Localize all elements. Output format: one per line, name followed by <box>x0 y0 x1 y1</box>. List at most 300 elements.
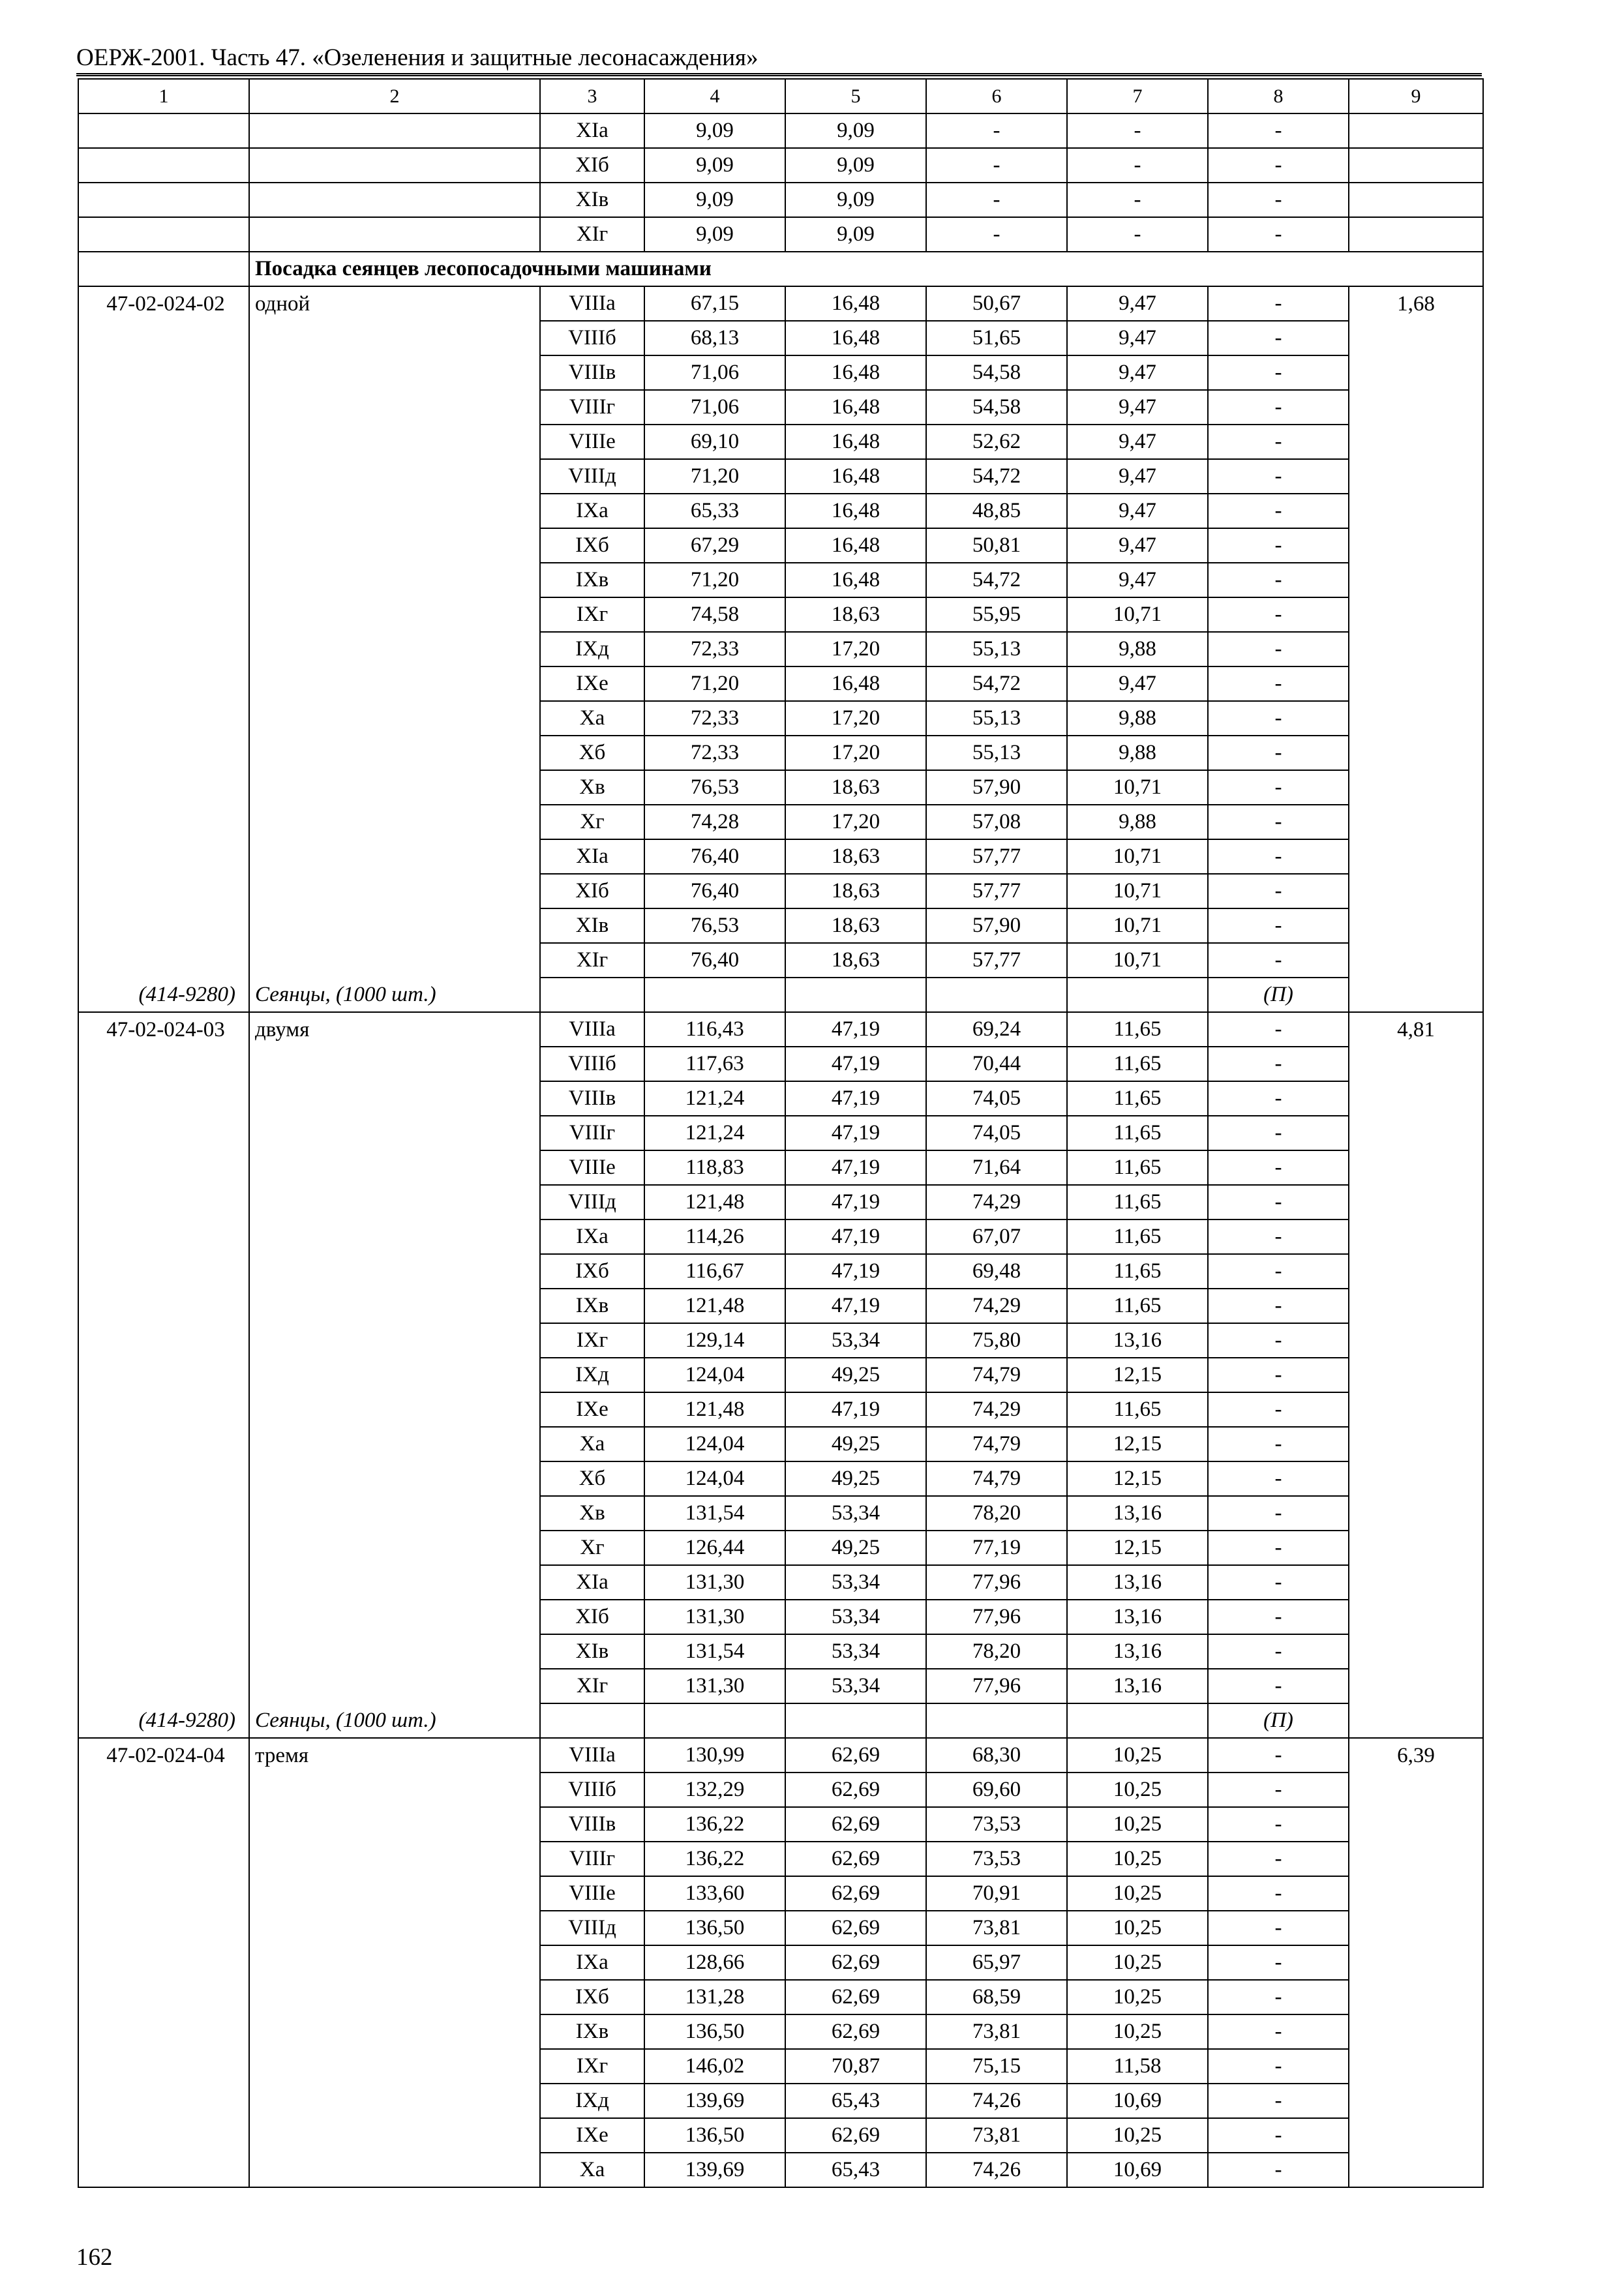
cell-machines: 70,91 <box>926 1876 1067 1911</box>
resource-code: (414-9280) <box>78 1703 249 1738</box>
cell-code <box>78 1116 249 1150</box>
cell-machines: 75,15 <box>926 2049 1067 2084</box>
cell-total: 76,40 <box>644 839 785 874</box>
cell-total: 9,09 <box>644 148 785 183</box>
cell-materials: - <box>1208 425 1349 459</box>
cell-class: VIIIе <box>540 1876 644 1911</box>
cell-wages-machinists: 9,47 <box>1067 494 1208 528</box>
cell-materials: - <box>1208 874 1349 908</box>
cell-class: XIб <box>540 148 644 183</box>
cell-materials: - <box>1208 597 1349 632</box>
cell-wages: 47,19 <box>785 1185 926 1219</box>
cell-materials: - <box>1208 2049 1349 2084</box>
cell-col9 <box>1349 1669 1483 1703</box>
cell-class: IXа <box>540 1945 644 1980</box>
cell-materials: - <box>1208 1392 1349 1427</box>
cell-name <box>249 563 540 597</box>
column-number-7: 7 <box>1067 79 1208 113</box>
table-row <box>78 1980 1483 2014</box>
cell-total: 67,29 <box>644 528 785 563</box>
cell-code <box>78 113 249 148</box>
cell-materials: - <box>1208 1496 1349 1531</box>
rate-code: 47-02-024-02 <box>78 286 249 321</box>
cell-materials: - <box>1208 1669 1349 1703</box>
cell-wages-machinists: - <box>1067 217 1208 252</box>
table-row <box>78 528 1483 563</box>
cell-name <box>249 1565 540 1600</box>
cell-code <box>78 528 249 563</box>
cell-name <box>249 390 540 425</box>
cell-class: VIIIг <box>540 1842 644 1876</box>
cell-col9 <box>1349 1600 1483 1634</box>
cell-wages: 53,34 <box>785 1600 926 1634</box>
cell-wages: 9,09 <box>785 148 926 183</box>
cell-wages: 53,34 <box>785 1669 926 1703</box>
cell-total: 136,50 <box>644 1911 785 1945</box>
cell-wages-machinists: 9,47 <box>1067 390 1208 425</box>
cell-wages: 47,19 <box>785 1219 926 1254</box>
cell-wages-machinists: 9,47 <box>1067 563 1208 597</box>
resource-mark: (П) <box>1208 1703 1349 1738</box>
cell-col9 <box>1349 390 1483 425</box>
cell-machines: 78,20 <box>926 1634 1067 1669</box>
cell-name <box>249 805 540 839</box>
cell-code <box>78 2118 249 2153</box>
cell-total: 124,04 <box>644 1427 785 1461</box>
resource-name: Сеянцы, (1000 шт.) <box>249 1703 540 1738</box>
cell-machines: 77,96 <box>926 1669 1067 1703</box>
cell-col9 <box>1349 355 1483 390</box>
cell-materials: - <box>1208 1807 1349 1842</box>
cell-wages-machinists: 10,25 <box>1067 2014 1208 2049</box>
cell-name <box>249 1773 540 1807</box>
cell-wages: 16,48 <box>785 666 926 701</box>
cell-wages-machinists: 11,65 <box>1067 1219 1208 1254</box>
cell-total: 136,22 <box>644 1807 785 1842</box>
cell-code <box>78 252 249 286</box>
cell-code <box>78 1531 249 1565</box>
cell-wages: 62,69 <box>785 1945 926 1980</box>
cell-materials: - <box>1208 1323 1349 1358</box>
cell-class: IXв <box>540 2014 644 2049</box>
cell-wages: 62,69 <box>785 1876 926 1911</box>
cell-machines: 69,60 <box>926 1773 1067 1807</box>
cell-col9 <box>1349 839 1483 874</box>
cell-wages: 49,25 <box>785 1461 926 1496</box>
cell-class: VIIIб <box>540 1773 644 1807</box>
table-row <box>78 2049 1483 2084</box>
cell-wages: 53,34 <box>785 1565 926 1600</box>
cell-class: Xв <box>540 1496 644 1531</box>
rate-name: одной <box>249 286 540 321</box>
cell-empty <box>785 978 926 1012</box>
cell-name <box>249 1081 540 1116</box>
cell-machines: 57,90 <box>926 908 1067 943</box>
cell-total: 139,69 <box>644 2084 785 2118</box>
cell-class: XIг <box>540 943 644 978</box>
cell-wages: 53,34 <box>785 1323 926 1358</box>
cell-col9 <box>1349 1289 1483 1323</box>
cell-wages-machinists: 11,65 <box>1067 1150 1208 1185</box>
cell-materials: - <box>1208 286 1349 321</box>
cell-code <box>78 183 249 217</box>
cell-machines: 71,64 <box>926 1150 1067 1185</box>
cell-machines: 70,44 <box>926 1047 1067 1081</box>
cell-class: XIв <box>540 1634 644 1669</box>
section-title: Посадка сеянцев лесопосадочными машинами <box>249 252 1483 286</box>
cell-col9 <box>1349 321 1483 355</box>
cell-total: 121,24 <box>644 1116 785 1150</box>
cell-wages-machinists: - <box>1067 183 1208 217</box>
cell-wages-machinists: 9,47 <box>1067 425 1208 459</box>
cell-wages: 18,63 <box>785 943 926 978</box>
cell-wages-machinists: 10,71 <box>1067 908 1208 943</box>
cell-machines: 73,81 <box>926 2014 1067 2049</box>
cell-class: VIIIе <box>540 425 644 459</box>
cell-col9 <box>1349 736 1483 770</box>
cell-materials: - <box>1208 355 1349 390</box>
cell-total: 71,06 <box>644 355 785 390</box>
cell-code <box>78 2084 249 2118</box>
cell-materials: - <box>1208 1427 1349 1461</box>
cell-name <box>249 736 540 770</box>
resource-row <box>78 978 1483 1012</box>
cell-total: 131,28 <box>644 1980 785 2014</box>
cell-code <box>78 2014 249 2049</box>
cell-col9 <box>1349 425 1483 459</box>
cell-col9 <box>1349 805 1483 839</box>
cell-machines: 69,24 <box>926 1012 1067 1047</box>
table-row <box>78 563 1483 597</box>
cell-code <box>78 1496 249 1531</box>
cell-total: 9,09 <box>644 183 785 217</box>
cell-col9 <box>1349 1703 1483 1738</box>
cell-wages-machinists: 9,88 <box>1067 701 1208 736</box>
cell-class: Xб <box>540 1461 644 1496</box>
cell-wages-machinists: 10,25 <box>1067 1738 1208 1773</box>
cell-wages: 9,09 <box>785 217 926 252</box>
page-number: 162 <box>76 2244 113 2271</box>
cell-wages-machinists: - <box>1067 113 1208 148</box>
cell-name <box>249 1842 540 1876</box>
cell-wages-machinists: 10,25 <box>1067 1980 1208 2014</box>
cell-wages: 16,48 <box>785 528 926 563</box>
cell-wages-machinists: 10,25 <box>1067 2118 1208 2153</box>
cell-class: XIг <box>540 217 644 252</box>
cell-code <box>78 459 249 494</box>
cell-materials: - <box>1208 1116 1349 1150</box>
cell-materials: - <box>1208 1219 1349 1254</box>
cell-code <box>78 563 249 597</box>
cell-machines: 77,19 <box>926 1531 1067 1565</box>
cell-total: 126,44 <box>644 1531 785 1565</box>
cell-class: VIIIв <box>540 1807 644 1842</box>
cell-wages: 16,48 <box>785 563 926 597</box>
cell-machines: 78,20 <box>926 1496 1067 1531</box>
cell-wages: 65,43 <box>785 2153 926 2187</box>
cell-wages-machinists: 13,16 <box>1067 1669 1208 1703</box>
cell-wages-machinists: 9,47 <box>1067 459 1208 494</box>
cell-machines: 67,07 <box>926 1219 1067 1254</box>
rate-name: тремя <box>249 1738 540 1773</box>
table-row <box>78 1185 1483 1219</box>
cell-col9 <box>1349 1219 1483 1254</box>
cell-name <box>249 1911 540 1945</box>
cell-materials: - <box>1208 217 1349 252</box>
cell-materials: - <box>1208 770 1349 805</box>
table-row <box>78 390 1483 425</box>
table-row <box>78 597 1483 632</box>
cell-total: 124,04 <box>644 1358 785 1392</box>
table-row <box>78 1496 1483 1531</box>
table-row <box>78 355 1483 390</box>
cell-wages: 18,63 <box>785 908 926 943</box>
cell-class: XIа <box>540 113 644 148</box>
cell-col9 <box>1349 1876 1483 1911</box>
cell-code <box>78 1185 249 1219</box>
cell-code <box>78 1600 249 1634</box>
rate-code: 47-02-024-03 <box>78 1012 249 1047</box>
cell-code <box>78 805 249 839</box>
cell-code <box>78 736 249 770</box>
cell-materials: - <box>1208 1461 1349 1496</box>
cell-name <box>249 1116 540 1150</box>
cell-name <box>249 1945 540 1980</box>
cell-name <box>249 1047 540 1081</box>
cell-total: 74,28 <box>644 805 785 839</box>
cell-code <box>78 1911 249 1945</box>
cell-code <box>78 2153 249 2187</box>
cell-class: VIIIв <box>540 1081 644 1116</box>
cell-total: 121,24 <box>644 1081 785 1116</box>
cell-wages-machinists: 13,16 <box>1067 1496 1208 1531</box>
cell-wages-machinists: 13,16 <box>1067 1565 1208 1600</box>
cell-wages: 9,09 <box>785 183 926 217</box>
cell-class: Xа <box>540 701 644 736</box>
resource-code: (414-9280) <box>78 978 249 1012</box>
cell-empty <box>644 978 785 1012</box>
cell-materials: - <box>1208 528 1349 563</box>
table-row <box>78 908 1483 943</box>
cell-materials: - <box>1208 1531 1349 1565</box>
cell-code <box>78 1461 249 1496</box>
column-number-6: 6 <box>926 79 1067 113</box>
table-row <box>78 1531 1483 1565</box>
cell-code <box>78 1807 249 1842</box>
cell-wages: 62,69 <box>785 2118 926 2153</box>
cell-materials: - <box>1208 1634 1349 1669</box>
cell-name <box>249 1289 540 1323</box>
cell-col9 <box>1349 2118 1483 2153</box>
cell-code <box>78 321 249 355</box>
cell-wages: 16,48 <box>785 390 926 425</box>
cell-name <box>249 2049 540 2084</box>
cell-materials: - <box>1208 908 1349 943</box>
cell-machines: - <box>926 183 1067 217</box>
cell-name <box>249 666 540 701</box>
cell-class: XIа <box>540 1565 644 1600</box>
cell-class: IXг <box>540 2049 644 2084</box>
cell-total: 131,30 <box>644 1565 785 1600</box>
cell-code <box>78 1392 249 1427</box>
cell-wages: 16,48 <box>785 425 926 459</box>
cell-col9 <box>1349 1842 1483 1876</box>
cell-wages-machinists: 11,65 <box>1067 1254 1208 1289</box>
cell-wages-machinists: 13,16 <box>1067 1323 1208 1358</box>
cell-machines: 48,85 <box>926 494 1067 528</box>
table-row <box>78 425 1483 459</box>
cell-col9 <box>1349 1254 1483 1289</box>
cell-code <box>78 425 249 459</box>
cell-wages: 16,48 <box>785 286 926 321</box>
cell-wages-machinists: 13,16 <box>1067 1634 1208 1669</box>
cell-materials: - <box>1208 632 1349 666</box>
section-title-row <box>78 252 1483 286</box>
cell-total: 72,33 <box>644 736 785 770</box>
cell-empty <box>926 978 1067 1012</box>
cell-name <box>249 1876 540 1911</box>
cell-col9 <box>1349 666 1483 701</box>
cell-code <box>78 355 249 390</box>
cell-col9 <box>1349 2049 1483 2084</box>
cell-class: XIб <box>540 1600 644 1634</box>
cell-total: 136,50 <box>644 2118 785 2153</box>
table-row <box>78 1738 1483 1773</box>
cell-wages: 17,20 <box>785 736 926 770</box>
cell-machines: 55,13 <box>926 701 1067 736</box>
cell-wages-machinists: 12,15 <box>1067 1461 1208 1496</box>
cell-col9 <box>1349 1358 1483 1392</box>
cell-code <box>78 770 249 805</box>
table-row <box>78 2118 1483 2153</box>
cell-class: VIIIа <box>540 286 644 321</box>
cell-wages: 62,69 <box>785 2014 926 2049</box>
cell-machines: 74,26 <box>926 2153 1067 2187</box>
cell-col9 <box>1349 183 1483 217</box>
rates-table <box>78 78 1484 2188</box>
column-number-8: 8 <box>1208 79 1349 113</box>
cell-wages: 62,69 <box>785 1911 926 1945</box>
cell-name <box>249 321 540 355</box>
cell-total: 132,29 <box>644 1773 785 1807</box>
cell-name <box>249 528 540 563</box>
cell-col9 <box>1349 908 1483 943</box>
table-row <box>78 1116 1483 1150</box>
resource-row <box>78 1703 1483 1738</box>
cell-name <box>249 1358 540 1392</box>
cell-code <box>78 1427 249 1461</box>
rates-table-container <box>78 78 1482 2188</box>
cell-col9 <box>1349 2084 1483 2118</box>
cell-materials: - <box>1208 1600 1349 1634</box>
cell-wages: 47,19 <box>785 1289 926 1323</box>
column-number-2: 2 <box>249 79 540 113</box>
cell-wages-machinists: 9,47 <box>1067 666 1208 701</box>
cell-machines: - <box>926 113 1067 148</box>
cell-empty <box>1067 978 1208 1012</box>
table-row <box>78 1876 1483 1911</box>
cell-wages: 18,63 <box>785 597 926 632</box>
cell-total: 67,15 <box>644 286 785 321</box>
cell-wages: 53,34 <box>785 1634 926 1669</box>
cell-col9 <box>1349 1185 1483 1219</box>
cell-materials: - <box>1208 1150 1349 1185</box>
table-row <box>78 2084 1483 2118</box>
cell-class: IXа <box>540 494 644 528</box>
table-row <box>78 1842 1483 1876</box>
cell-wages-machinists: 10,25 <box>1067 1945 1208 1980</box>
cell-col9 <box>1349 113 1483 148</box>
cell-materials: - <box>1208 1980 1349 2014</box>
cell-class: IXд <box>540 2084 644 2118</box>
cell-total: 146,02 <box>644 2049 785 2084</box>
cell-empty <box>540 978 644 1012</box>
cell-name <box>249 1634 540 1669</box>
cell-materials: - <box>1208 2014 1349 2049</box>
cell-name <box>249 1150 540 1185</box>
cell-col9 <box>1349 1945 1483 1980</box>
cell-empty <box>785 1703 926 1738</box>
cell-materials: - <box>1208 666 1349 701</box>
table-row <box>78 1911 1483 1945</box>
cell-machines: 54,58 <box>926 355 1067 390</box>
cell-name <box>249 1254 540 1289</box>
cell-class: VIIIд <box>540 1185 644 1219</box>
table-row <box>78 1358 1483 1392</box>
cell-col9 <box>1349 494 1483 528</box>
cell-materials: - <box>1208 1738 1349 1773</box>
table-row <box>78 1081 1483 1116</box>
cell-wages: 16,48 <box>785 494 926 528</box>
table-row <box>78 701 1483 736</box>
cell-code <box>78 2049 249 2084</box>
cell-class: VIIIд <box>540 1911 644 1945</box>
cell-name <box>249 2084 540 2118</box>
cell-code <box>78 908 249 943</box>
table-row <box>78 1323 1483 1358</box>
table-row <box>78 459 1483 494</box>
cell-machines: 54,72 <box>926 666 1067 701</box>
cell-wages-machinists: 9,47 <box>1067 321 1208 355</box>
cell-class: IXа <box>540 1219 644 1254</box>
cell-materials: - <box>1208 701 1349 736</box>
cell-machines: 77,96 <box>926 1600 1067 1634</box>
cell-machines: 54,58 <box>926 390 1067 425</box>
cell-machines: 54,72 <box>926 459 1067 494</box>
cell-total: 71,20 <box>644 563 785 597</box>
cell-wages: 47,19 <box>785 1081 926 1116</box>
cell-wages-machinists: - <box>1067 148 1208 183</box>
cell-total: 69,10 <box>644 425 785 459</box>
cell-materials: - <box>1208 2153 1349 2187</box>
cell-col9 <box>1349 148 1483 183</box>
cell-col9 <box>1349 597 1483 632</box>
rate-col9-value: 1,68 <box>1349 286 1483 321</box>
cell-class: IXг <box>540 597 644 632</box>
cell-machines: 57,77 <box>926 874 1067 908</box>
cell-wages-machinists: 10,25 <box>1067 1842 1208 1876</box>
cell-col9 <box>1349 459 1483 494</box>
cell-name <box>249 2153 540 2187</box>
cell-col9 <box>1349 528 1483 563</box>
cell-total: 118,83 <box>644 1150 785 1185</box>
cell-machines: 74,79 <box>926 1461 1067 1496</box>
cell-wages: 16,48 <box>785 321 926 355</box>
cell-name <box>249 1219 540 1254</box>
table-row <box>78 1945 1483 1980</box>
cell-code <box>78 1323 249 1358</box>
cell-empty <box>926 1703 1067 1738</box>
